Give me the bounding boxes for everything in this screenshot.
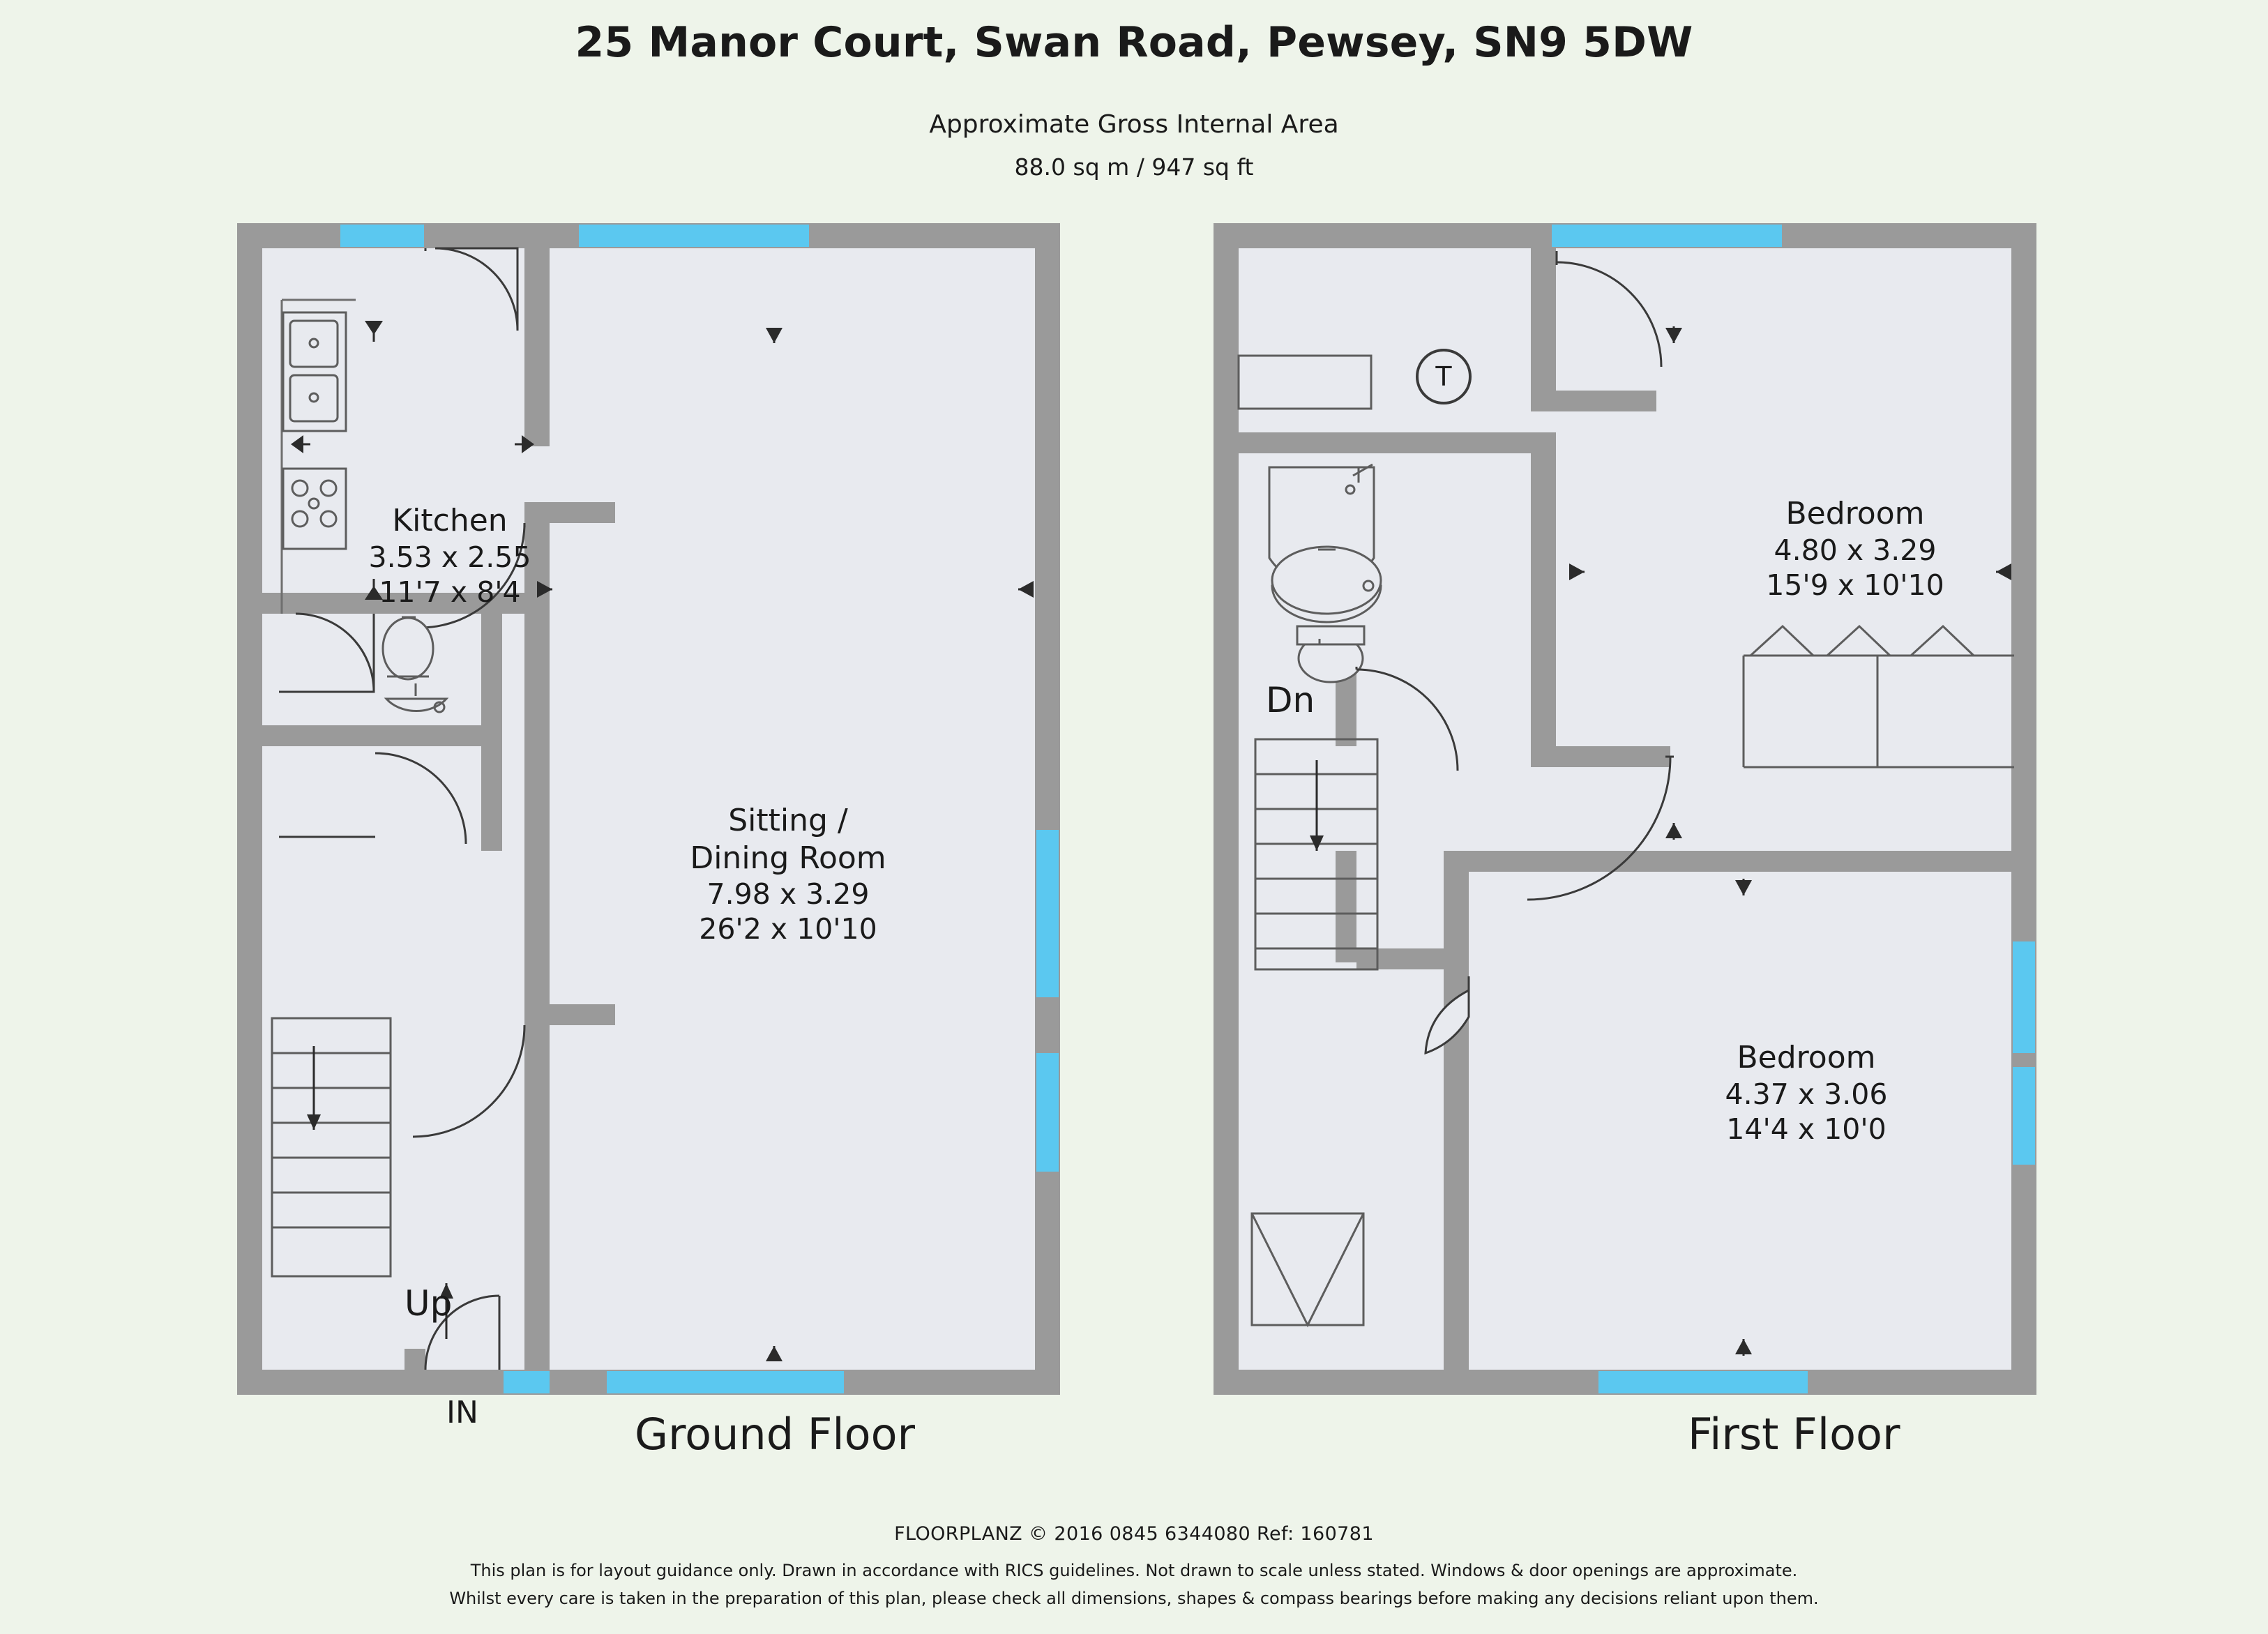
tank-letter: T: [1435, 361, 1452, 392]
room-name-sitting: Sitting /: [728, 803, 848, 838]
page-title: 25 Manor Court, Swan Road, Pewsey, SN9 5DW: [575, 18, 1693, 67]
room-label-bedroom-1: [1674, 495, 2036, 603]
room-name-bedroom-2: Bedroom: [1737, 1040, 1876, 1075]
first-fixtures: [1214, 223, 2036, 1395]
room-dim-imperial-bedroom-2: 14'4 x 10'0: [1726, 1112, 1887, 1146]
footer-credit: FLOORPLANZ © 2016 0845 6344080 Ref: 160781: [894, 1523, 1374, 1545]
area-label: Approximate Gross Internal Area: [929, 110, 1339, 139]
entrance-in-label: IN: [446, 1395, 478, 1430]
room-name-dining: Dining Room: [690, 840, 886, 876]
room-dim-metric-bedroom-1: 4.80 x 3.29: [1774, 533, 1937, 567]
stairs-down-label: Dn: [1266, 680, 1315, 720]
footer-disclaimer-line-2: Whilst every care is taken in the preparation of this plan, please check all dimensions, shapes & compass bearings before making any decisions reliant upon them.: [449, 1589, 1819, 1608]
room-dim-imperial-bedroom-1: 15'9 x 10'10: [1766, 568, 1944, 602]
first-floor-caption: First Floor: [1688, 1409, 1900, 1460]
footer-disclaimer-line-1: This plan is for layout guidance only. Drawn in accordance with RICS guidelines. Not drawn to scale unless stated. Windows & door openings are approximate.: [470, 1561, 1798, 1580]
ground-floor-caption: Ground Floor: [635, 1409, 916, 1460]
room-label-bedroom-2: [1625, 1039, 1988, 1147]
room-label-sitting-dining: [572, 802, 1004, 946]
room-dim-imperial-kitchen: 11'7 x 8'4: [379, 575, 521, 609]
room-dim-metric-kitchen: 3.53 x 2.55: [368, 540, 531, 574]
room-name-bedroom-1: Bedroom: [1785, 496, 1925, 531]
room-dim-metric-sitting: 7.98 x 3.29: [706, 877, 870, 911]
room-dim-imperial-sitting: 26'2 x 10'10: [699, 912, 877, 946]
room-name-kitchen: Kitchen: [392, 503, 508, 538]
ground-floor-plan: [237, 223, 1060, 1430]
room-label-kitchen: [314, 502, 586, 610]
first-floor-plan: [1214, 223, 2036, 1395]
stairs-up-label: Up: [405, 1283, 453, 1324]
tank-label: [1416, 349, 1472, 404]
room-dim-metric-bedroom-2: 4.37 x 3.06: [1725, 1077, 1888, 1111]
area-value: 88.0 sq m / 947 sq ft: [1014, 153, 1254, 181]
